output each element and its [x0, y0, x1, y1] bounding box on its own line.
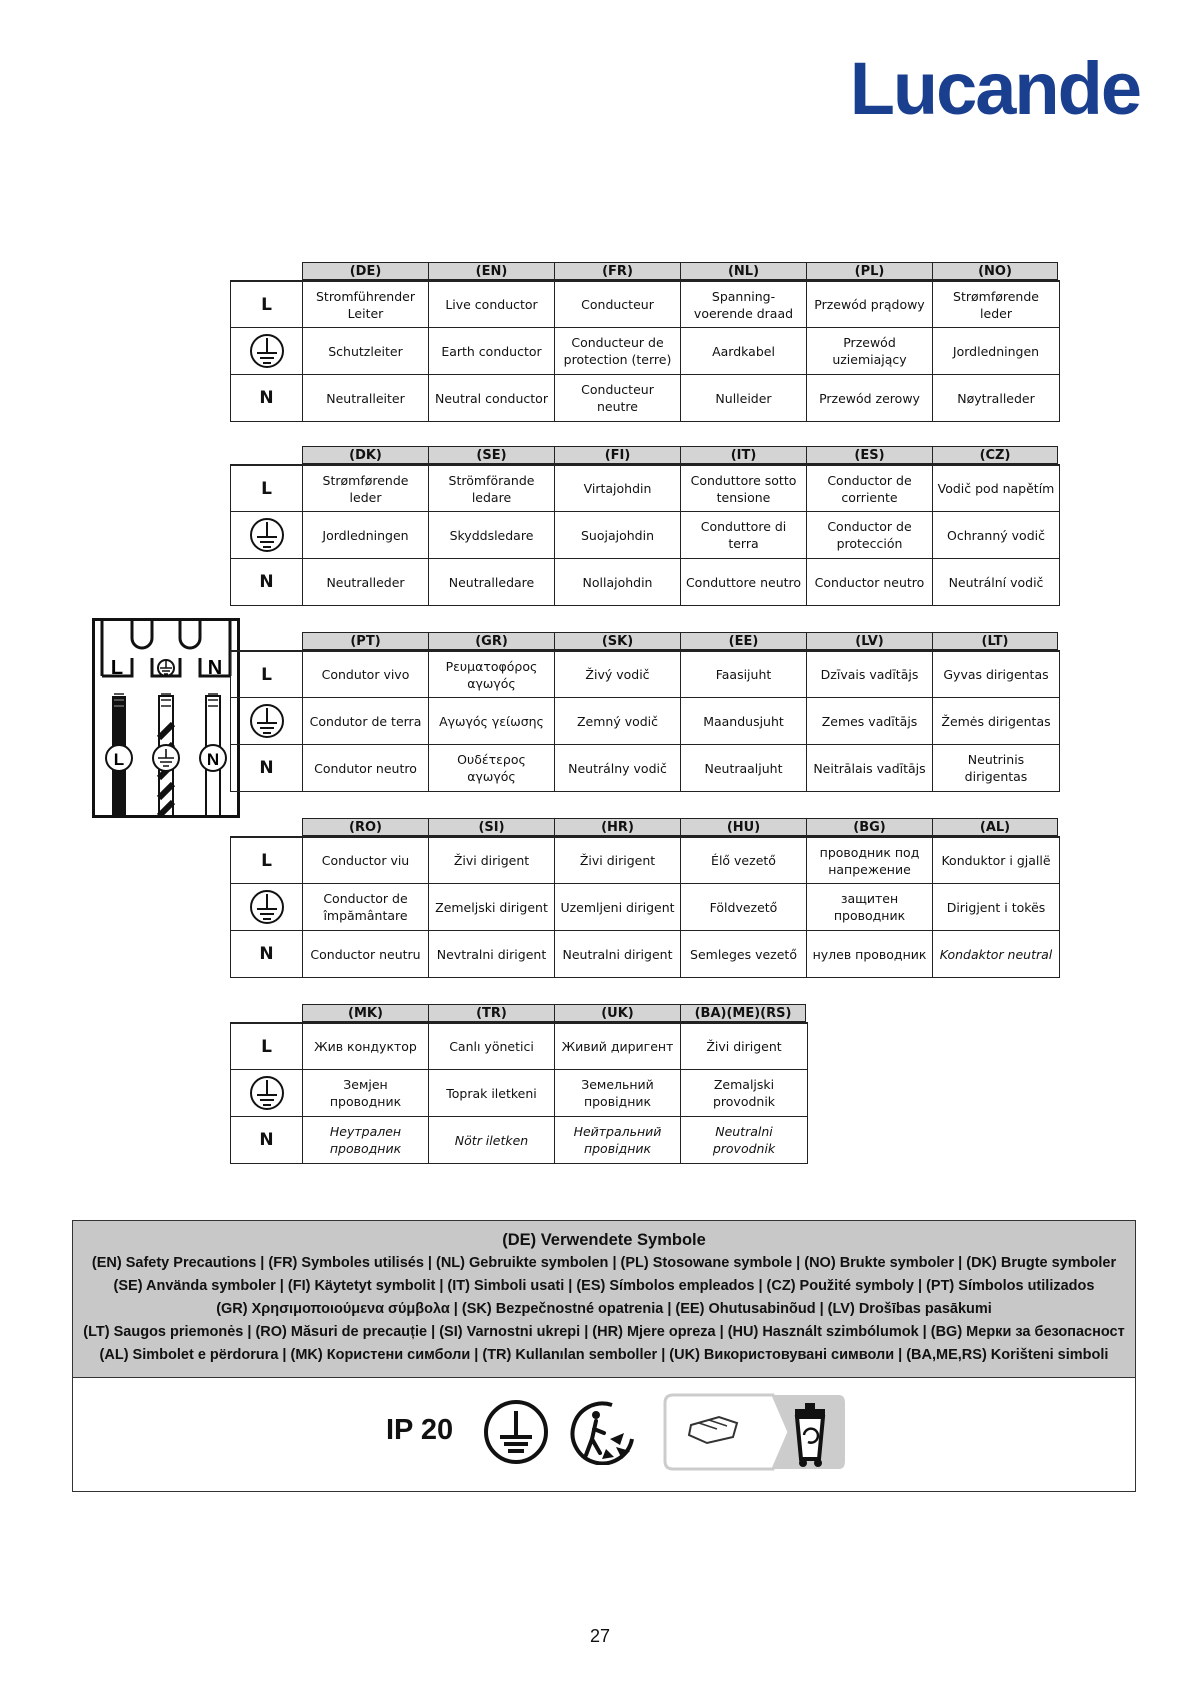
symbols-box [72, 1220, 1136, 1492]
language-header-row [302, 818, 1060, 836]
earth-icon [231, 698, 303, 744]
conductor-term: Neutral conductor [429, 375, 555, 421]
conductor-term: Conduttore neutro [681, 559, 807, 605]
conductor-term: Przewód zerowy [807, 375, 933, 421]
conductor-term: Zemes vadītājs [807, 698, 933, 744]
conductor-term: Neutrálny vodič [555, 745, 681, 791]
conductor-term: Earth conductor [429, 328, 555, 374]
neutral-symbol: N [231, 931, 303, 977]
conductor-term: Jordledningen [952, 343, 1040, 359]
conductor-term: Conductor de protección [807, 512, 933, 558]
conductor-term: Nötr iletken [429, 1117, 555, 1163]
conductor-term: Neutralni provodnik [712, 1124, 776, 1156]
conductor-term: Konduktor i gjallë [941, 853, 1051, 868]
symbols-line: (SE) Använda symboler | (FI) Käytetyt symbolit | (IT) Simboli usati | (ES) Símbolos empleados | (CZ) Použité symboly | (PT) Símbolos utilizados [113, 1278, 1095, 1294]
conductor-term: Canlı yönetici [429, 1024, 555, 1069]
conductor-term: Neutraaljuht [681, 745, 807, 791]
language-code: (AL) [932, 818, 1058, 836]
conductor-term: Živi dirigent [555, 838, 681, 883]
conductor-term: Земельний провідник [555, 1070, 681, 1116]
symbols-line: (GR) Χρησιμοποιούμενα σύμβολα | (SK) Bezpečnostné opatrenia | (EE) Ohutusabinõud | (LV) Drošības pasākumi [216, 1301, 992, 1317]
page-number: 27 [589, 1626, 611, 1646]
terminal-block-diagram [92, 618, 240, 818]
earth-icon [231, 328, 303, 374]
language-code: (SI) [428, 818, 554, 836]
language-code: (RO) [302, 818, 428, 836]
conductor-term: Suojajohdin [555, 512, 681, 558]
svg-text:N: N [207, 657, 223, 679]
conductor-term: Conductor de corriente [807, 466, 933, 511]
language-code: (HU) [680, 818, 806, 836]
language-header-row [302, 446, 1060, 464]
conductor-term: Zemaljski provodnik [712, 1077, 776, 1109]
conductor-term: Conductor viu [303, 838, 429, 883]
conductor-term: нулев проводник [807, 931, 933, 977]
conductor-term: Live conductor [429, 282, 555, 327]
conductor-term: Ρευματοφόρος αγωγός [429, 652, 555, 697]
conductor-term: Dzīvais vadītājs [807, 652, 933, 697]
language-code: (EN) [428, 262, 554, 280]
weee-bin-icon [663, 1393, 847, 1471]
live-symbol: L [231, 1024, 303, 1069]
conductor-term: Kondaktor neutral [939, 946, 1053, 962]
language-code: (BA)(ME)(RS) [680, 1004, 806, 1022]
conductor-table [230, 1004, 808, 1164]
conductor-row-earth [230, 698, 1060, 745]
conductor-row-earth [230, 1070, 808, 1117]
conductor-term: Нейтральний провідник [555, 1117, 681, 1163]
conductor-row-neutral [230, 559, 1060, 606]
live-symbol: L [231, 282, 303, 327]
conductor-term: защитен проводник [807, 884, 933, 930]
conductor-term: Földvezető [681, 884, 807, 930]
conductor-term: Ουδέτερος αγωγός [429, 745, 555, 791]
conductor-term: Strömförande ledare [429, 466, 555, 511]
conductor-term: Nulleider [681, 375, 807, 421]
conductor-term: Conduttore sotto tensione [681, 466, 807, 511]
symbols-title: (DE) Verwendete Symbole [502, 1231, 706, 1249]
conductor-row-live [230, 837, 1060, 884]
conductor-row-earth [230, 512, 1060, 559]
conductor-term: Conducteur [555, 282, 681, 327]
neutral-symbol: N [231, 745, 303, 791]
ip-rating: IP 20 [386, 1414, 454, 1446]
conductor-term: Uzemljeni dirigent [555, 884, 681, 930]
conductor-term: Jordledningen [303, 512, 429, 558]
conductor-term: Neutrální vodič [948, 574, 1044, 590]
symbols-line: (LT) Saugos priemonės | (RO) Măsuri de precauție | (SI) Varnostni ukrepi | (HR) Mjere opreza | (HU) Használt szimbólumok | (BG) Мерки за безопасност [83, 1324, 1125, 1340]
conductor-term: Neutrinis dirigentas [964, 752, 1028, 784]
language-code: (UK) [554, 1004, 680, 1022]
conductor-term: Strømførende leder [303, 466, 429, 511]
language-code: (TR) [428, 1004, 554, 1022]
conductor-term: Neutralleder [303, 559, 429, 605]
live-symbol: L [231, 838, 303, 883]
live-symbol: L [231, 652, 303, 697]
conductor-row-live [230, 651, 1060, 698]
conductor-row-neutral [230, 375, 1060, 422]
conductor-term: Spanning-voerende draad [681, 282, 807, 327]
conductor-term: Toprak iletkeni [429, 1070, 555, 1116]
language-code: (SK) [554, 632, 680, 650]
conductor-term: Skyddsledare [429, 512, 555, 558]
conductor-term: Vodič pod napětím [937, 481, 1055, 496]
brand-logo: Lucande [849, 47, 1140, 130]
language-code: (EE) [680, 632, 806, 650]
conductor-term: Semleges vezető [681, 931, 807, 977]
conductor-term: Schutzleiter [303, 328, 429, 374]
symbols-line: (EN) Safety Precautions | (FR) Symboles utilisés | (NL) Gebruikte symbolen | (PL) Stosowane symbole | (NO) Brukte symboler | (DK) Brugte symboler [91, 1255, 1117, 1271]
conductor-term: Conducteur neutre [555, 375, 681, 421]
conductor-term: Živi dirigent [706, 1039, 782, 1054]
conductor-table [230, 818, 1060, 978]
conductor-term: Živi dirigent [429, 838, 555, 883]
neutral-symbol: N [231, 1117, 303, 1163]
neutral-symbol: N [231, 559, 303, 605]
conductor-term: Žemės dirigentas [941, 713, 1051, 729]
language-code: (SE) [428, 446, 554, 464]
conductor-row-earth [230, 884, 1060, 931]
language-code: (FI) [554, 446, 680, 464]
conductor-term: Жив кондуктор [303, 1024, 429, 1069]
conductor-term: Dirigjent i tokës [946, 899, 1046, 915]
language-code: (NO) [932, 262, 1058, 280]
conductor-term: проводник под напрежение [807, 838, 933, 883]
conductor-term: Живий диригент [555, 1024, 681, 1069]
conductor-term: Condutor vivo [303, 652, 429, 697]
language-code: (LT) [932, 632, 1058, 650]
conductor-term: Neutralledare [429, 559, 555, 605]
language-code: (ES) [806, 446, 932, 464]
language-code: (PT) [302, 632, 428, 650]
earth-icon [231, 884, 303, 930]
language-code: (DK) [302, 446, 428, 464]
conductor-row-neutral [230, 931, 1060, 978]
conductor-term: Αγωγός γείωσης [429, 698, 555, 744]
conductor-table [230, 632, 1060, 792]
conductor-term: Živý vodič [555, 652, 681, 697]
conductor-row-live [230, 465, 1060, 512]
conductor-term: Przewód prądowy [807, 282, 933, 327]
symbols-line: (AL) Simbolet e përdorura | (MK) Користени симболи | (TR) Kullanılan semboller | (UK) Використовувані символи | (BA,ME,RS) Korišteni simboli [99, 1347, 1109, 1363]
conductor-term: Strømførende leder [953, 288, 1039, 321]
language-header-row [302, 262, 1060, 280]
conductor-term: Conductor neutru [303, 931, 429, 977]
language-code: (LV) [806, 632, 932, 650]
conductor-row-neutral [230, 1117, 808, 1164]
conductor-term: Aardkabel [681, 328, 807, 374]
language-header-row [302, 632, 1060, 650]
language-code: (DE) [302, 262, 428, 280]
conductor-term: Conductor neutro [807, 559, 933, 605]
conductor-term: Conducteur de protection (terre) [555, 328, 681, 374]
earth-icon [231, 1070, 303, 1116]
earth-icon [483, 1399, 549, 1465]
conductor-term: Nevtralni dirigent [429, 931, 555, 977]
svg-text:L: L [110, 657, 124, 679]
conductor-row-live [230, 281, 1060, 328]
earth-icon [231, 512, 303, 558]
conductor-term: Neutralni dirigent [555, 931, 681, 977]
conductor-term: Élő vezető [681, 838, 807, 883]
svg-text:L: L [113, 750, 125, 769]
language-code: (MK) [302, 1004, 428, 1022]
conductor-term: Przewód uziemiający [807, 328, 933, 374]
language-code: (GR) [428, 632, 554, 650]
language-code: (CZ) [932, 446, 1058, 464]
conductor-term: Neitrālais vadītājs [807, 745, 933, 791]
conductor-table [230, 262, 1060, 422]
language-code: (IT) [680, 446, 806, 464]
conductor-table [230, 446, 1060, 606]
conductor-row-neutral [230, 745, 1060, 792]
live-symbol: L [231, 466, 303, 511]
symbols-body [73, 1378, 1135, 1491]
language-code: (NL) [680, 262, 806, 280]
conductor-row-live [230, 1023, 808, 1070]
language-code: (FR) [554, 262, 680, 280]
conductor-term: Nøytralleder [957, 390, 1035, 406]
conductor-term: Faasijuht [681, 652, 807, 697]
triman-recycling-icon [570, 1399, 638, 1465]
conductor-term: Maandusjuht [681, 698, 807, 744]
conductor-term: Condutor de terra [303, 698, 429, 744]
conductor-term: Stromführender Leiter [303, 282, 429, 327]
conductor-term: Неутрален проводник [303, 1117, 429, 1163]
conductor-term: Zemeljski dirigent [429, 884, 555, 930]
conductor-term: Земјен проводник [303, 1070, 429, 1116]
conductor-term: Zemný vodič [555, 698, 681, 744]
language-code: (BG) [806, 818, 932, 836]
svg-text:N: N [206, 750, 220, 769]
conductor-term: Condutor neutro [303, 745, 429, 791]
language-code: (PL) [806, 262, 932, 280]
conductor-term: Conduttore di terra [681, 512, 807, 558]
conductor-term: Ochranný vodič [947, 527, 1045, 543]
conductor-term: Virtajohdin [555, 466, 681, 511]
neutral-symbol: N [231, 375, 303, 421]
conductor-term: Gyvas dirigentas [943, 667, 1049, 682]
conductor-term: Conductor de împământare [303, 884, 429, 930]
language-header-row [302, 1004, 808, 1022]
conductor-term: Nollajohdin [555, 559, 681, 605]
symbols-header [73, 1221, 1135, 1378]
conductor-row-earth [230, 328, 1060, 375]
language-code: (HR) [554, 818, 680, 836]
conductor-term: Neutralleiter [303, 375, 429, 421]
